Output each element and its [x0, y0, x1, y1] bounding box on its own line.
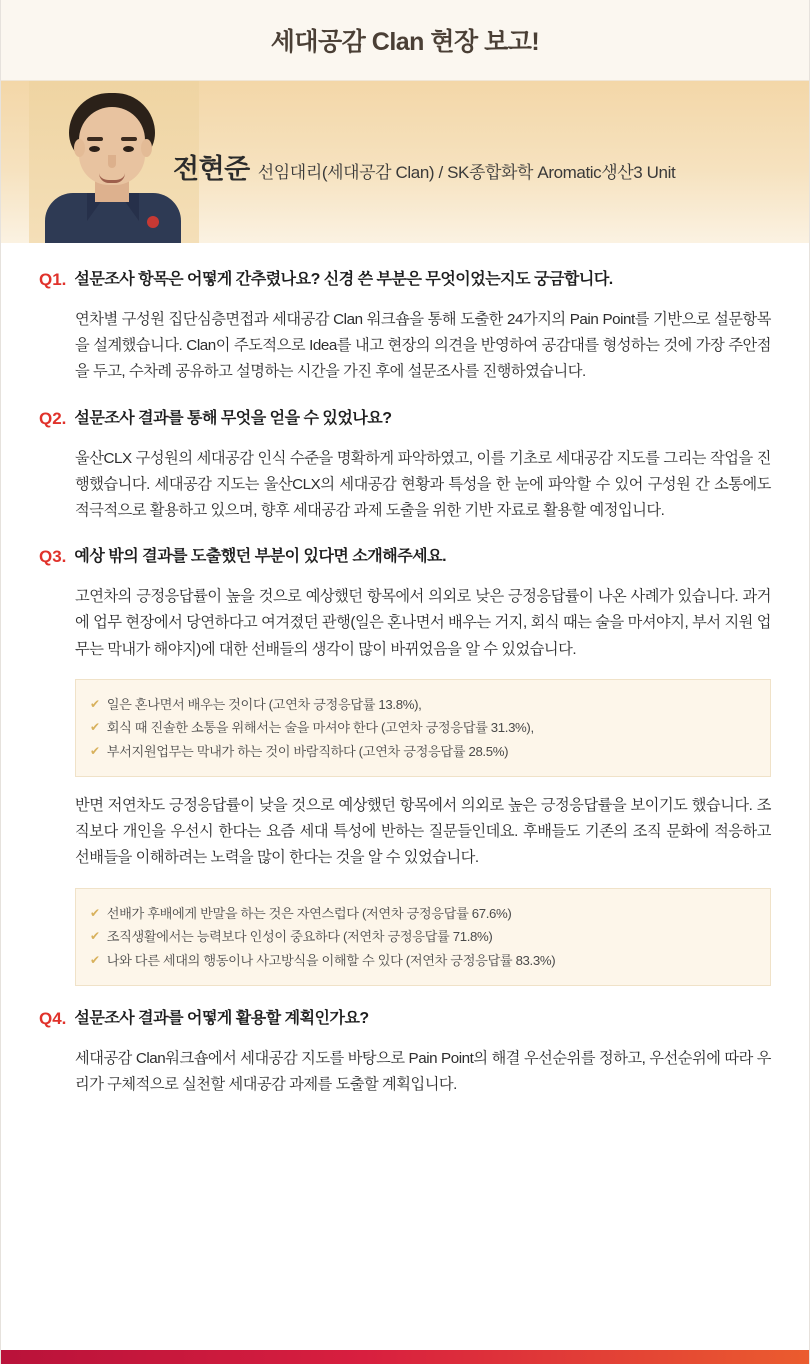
check-icon: ✔	[90, 929, 100, 944]
profile-text	[173, 147, 789, 186]
list-item-text: 선배가 후배에게 반말을 하는 것은 자연스럽다 (저연차 긍정응답률 67.6%)	[106, 905, 512, 921]
qa-block-3	[39, 546, 771, 986]
list-item	[90, 716, 754, 740]
answer-text-4: 세대공감 Clan워크숍에서 세대공감 지도를 바탕으로 Pain Point의 해결 우선순위를 정하고, 우선순위에 따라 우리가 구체적으로 실천할 세대공감 과제를 도출할 계획입니다.	[75, 1050, 771, 1094]
photo-ear-right	[141, 139, 152, 157]
list-item	[90, 925, 754, 949]
list-item-text: 회식 때 진솔한 소통을 위해서는 술을 마셔야 한다 (고연차 긍정응답률 31.3%),	[106, 720, 534, 736]
footer-accent-bar	[1, 1350, 809, 1364]
answer-text-3b: 반면 저연차도 긍정응답률이 낮을 것으로 예상했던 항목에서 의외로 높은 긍정응답률을 보이기도 했습니다. 조직보다 개인을 우선시 한다는 요즘 세대 특성에 반하는 질문들인데요. 후배들도 기존의 조직 문화에 적응하고 선배들을 이해하려는 노력을 많이 한다는 것을 알 수 있었습니다.	[75, 797, 771, 867]
list-item	[90, 740, 754, 764]
photo-brow-right	[121, 137, 137, 141]
question-row-3	[39, 546, 771, 569]
question-text-3: 예상 밖의 결과를 도출했던 부분이 있다면 소개해주세요.	[74, 548, 447, 566]
photo-eye-left	[89, 146, 100, 152]
check-icon: ✔	[90, 905, 100, 920]
question-label-3: Q3.	[39, 547, 67, 567]
highlight-box-high-seniority	[75, 679, 771, 778]
profile-role: 선임대리(세대공감 Clan) / SK종합화학 Aromatic생산3 Unit	[257, 163, 676, 182]
list-item	[90, 902, 754, 926]
question-row-1	[39, 269, 771, 292]
photo-brow-left	[87, 137, 103, 141]
question-label-1: Q1.	[39, 270, 67, 289]
check-icon: ✔	[90, 952, 100, 967]
page-title: 세대공감 Clan 현장 보고!	[270, 28, 540, 56]
photo-eye-right	[123, 146, 134, 152]
answer-text-1: 연차별 구성원 집단심층면접과 세대공감 Clan 워크숍을 통해 도출한 24가지의 Pain Point를 기반으로 설문항목을 설계했습니다. Clan이 주도적으로 Idea를 내고 현장의 의견을 반영하여 공감대를 형성하는 것에 가장 주안점을 두고, 수차례 공유하고 설명하는 시간을 가진 후에 설문조사를 진행하였습니다.	[75, 311, 771, 381]
list-item-text: 부서지원업무는 막내가 하는 것이 바람직하다 (고연차 긍정응답률 28.5%)	[106, 743, 509, 759]
qa-block-4	[39, 1008, 771, 1098]
question-text-1: 설문조사 항목은 어떻게 간추렸나요? 신경 쓴 부분은 무엇이었는지도 궁금합니다.	[74, 271, 613, 288]
check-icon: ✔	[90, 743, 100, 758]
qa-content	[1, 243, 809, 1148]
qa-block-1	[39, 269, 771, 386]
answer-text-2: 울산CLX 구성원의 세대공감 인식 수준을 명확하게 파악하였고, 이를 기초로 세대공감 지도를 그리는 작업을 진행했습니다. 세대공감 지도는 울산CLX의 세대공감 현황과 특성을 한 눈에 파악할 수 있어 구성원 간 소통에도 적극적으로 활용하고 있으며, 향후 세대공감 과제 도출을 위한 기반 자료로 활용할 예정입니다.	[75, 449, 771, 519]
check-icon: ✔	[90, 696, 100, 711]
list-item	[90, 693, 754, 717]
list-item-text: 일은 혼나면서 배우는 것이다 (고연차 긍정응답률 13.8%),	[106, 696, 422, 712]
page-header	[1, 0, 809, 81]
question-row-4	[39, 1008, 771, 1031]
question-text-2: 설문조사 결과를 통해 무엇을 얻을 수 있었나요?	[74, 409, 392, 427]
question-text-4: 설문조사 결과를 어떻게 활용할 계획인가요?	[74, 1010, 369, 1028]
qa-block-2	[39, 408, 771, 525]
question-row-2	[39, 408, 771, 431]
photo-ear-left	[74, 139, 85, 157]
question-label-2: Q2.	[39, 408, 67, 428]
highlight-box-low-seniority	[75, 888, 771, 987]
profile-banner	[1, 81, 809, 243]
answer-text-3a: 고연차의 긍정응답률이 높을 것으로 예상했던 항목에서 의외로 낮은 긍정응답률이 나온 사례가 있습니다. 과거에 업무 현장에서 당연하다고 여겨졌던 관행(일은 혼나면서 배우는 거지, 회식 때는 술을 마셔야지, 부서 지원 업무는 막내가 해야지)에 대한 선배들의 생각이 많이 바뀌었음을 알 수 있었습니다.	[75, 588, 771, 658]
list-item-text: 조직생활에서는 능력보다 인성이 중요하다 (저연차 긍정응답률 71.8%)	[106, 929, 493, 945]
question-label-4: Q4.	[39, 1009, 67, 1029]
list-item	[90, 949, 754, 973]
profile-name: 전현준	[173, 154, 250, 184]
photo-nose	[108, 155, 116, 168]
photo-logo-badge	[147, 216, 159, 228]
list-item-text: 나와 다른 세대의 행동이나 사고방식을 이해할 수 있다 (저연차 긍정응답률 83.3%)	[106, 952, 556, 968]
footer-spacer	[39, 1120, 771, 1148]
check-icon: ✔	[90, 720, 100, 735]
